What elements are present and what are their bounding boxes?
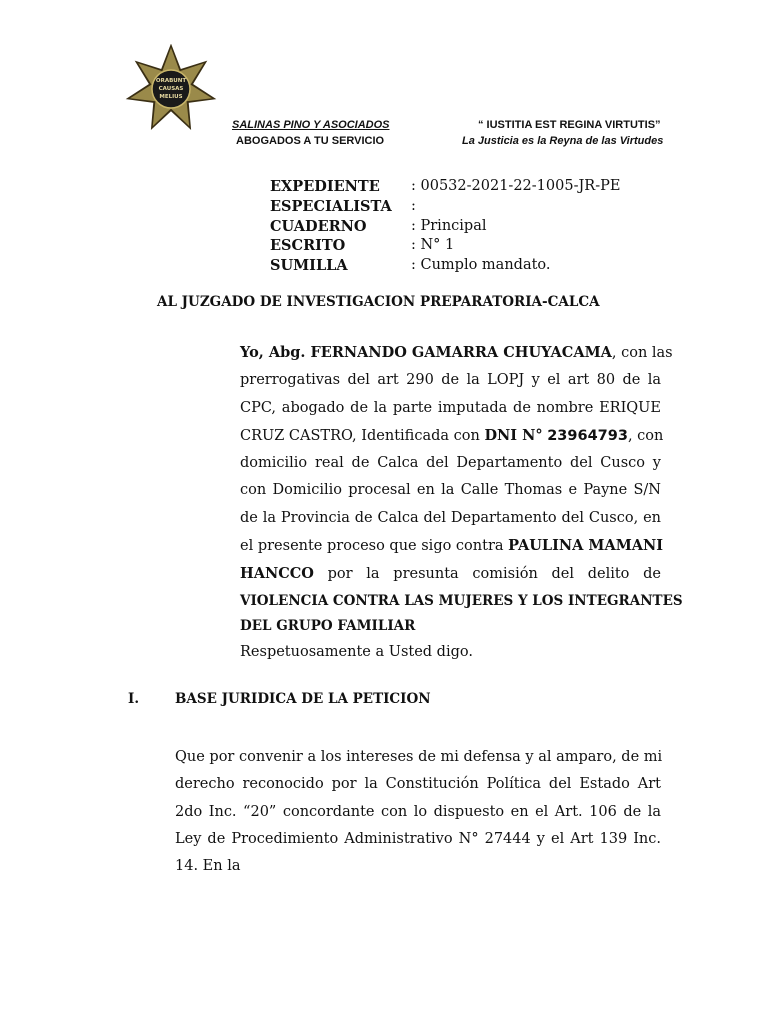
sumilla-value: : Cumplo mandato.	[411, 257, 551, 274]
especialista-value: :	[411, 197, 416, 214]
intro-line	[240, 339, 673, 367]
firm-motto	[462, 117, 663, 149]
lawyer-name: Yo, Abg. FERNANDO GAMARRA CHUYACAMA	[240, 344, 612, 361]
motto-latin: “ IUSTITIA EST REGINA VIRTUTIS”	[478, 119, 661, 131]
section-title: BASE JURIDICA DE LA PETICION	[175, 691, 431, 707]
cuaderno-row	[270, 217, 620, 237]
intro-paragraph	[240, 339, 683, 666]
especialista-label: ESPECIALISTA	[270, 197, 392, 215]
legal-basis-paragraph	[175, 744, 661, 880]
cuaderno-value: : Principal	[411, 217, 487, 234]
expediente-row	[270, 177, 620, 197]
motto-spanish: La Justicia es la Reyna de las Virtudes	[462, 135, 664, 147]
intro-line: con Domicilio procesal en la Calle Thomas e Payne S/N	[240, 482, 661, 499]
court-addressee: AL JUZGADO DE INVESTIGACION PREPARATORIA-CALCA	[157, 294, 600, 310]
intro-text: el presente proceso que sigo contra	[240, 538, 509, 555]
intro-line: prerrogativas del art 290 de la LOPJ y el art 80 de la	[240, 372, 661, 389]
sumilla-label: SUMILLA	[270, 257, 348, 275]
intro-closing: Respetuosamente a Usted digo.	[240, 643, 473, 660]
sumilla-row	[270, 256, 620, 276]
expediente-label: EXPEDIENTE	[270, 178, 380, 195]
escrito-label: ESCRITO	[270, 237, 346, 255]
crime-title: VIOLENCIA CONTRA LAS MUJERES Y LOS INTEGRANTES	[240, 592, 683, 609]
seal-text: ORABUNT	[155, 78, 187, 84]
especialista-row	[270, 197, 620, 217]
intro-line: CPC, abogado de la parte imputada de nombre ERIQUE	[240, 399, 661, 416]
firm-logo-seal	[110, 44, 232, 134]
cuaderno-label: CUADERNO	[270, 217, 367, 235]
body-line: derecho reconocido por la Constitución Política del Estado Art	[175, 776, 661, 793]
firm-name: SALINAS PINO Y ASOCIADOS	[232, 119, 390, 131]
intro-text: , con	[627, 427, 664, 444]
firm-service: ABOGADOS A TU SERVICIO	[236, 135, 385, 147]
defendant-name: HANCCO	[240, 565, 314, 583]
escrito-value: : N° 1	[411, 237, 455, 254]
dni-label: DNI N°	[484, 426, 543, 444]
intro-line	[240, 560, 661, 588]
intro-text: , con las	[611, 345, 673, 361]
intro-line: de la Provincia de Calca del Departamento del Cusco, en	[240, 509, 661, 526]
intro-line: domicilio real de Calca del Departamento del Cusco y	[240, 455, 661, 472]
firm-info	[232, 117, 390, 149]
body-line: Ley de Procedimiento Administrativo N° 27444 y el Art 139 Inc.	[175, 830, 661, 847]
intro-line	[240, 532, 664, 560]
star-seal-icon	[110, 44, 232, 134]
intro-text: por la presunta comisión del delito de	[313, 566, 661, 583]
dni-number: 23964793	[547, 427, 628, 444]
body-line: 14. En la	[175, 858, 241, 875]
expediente-value: : 00532-2021-22-1005-JR-PE	[411, 178, 621, 194]
body-line: Que por convenir a los intereses de mi defensa y al amparo, de mi	[175, 749, 663, 765]
body-line: 2do Inc. “20” concordante con lo dispuesto en el Art. 106 de la	[175, 803, 661, 820]
crime-title: DEL GRUPO FAMILIAR	[240, 617, 416, 634]
intro-text: CRUZ CASTRO, Identificada con	[240, 427, 485, 444]
section-number: I.	[128, 691, 140, 707]
section-heading	[128, 691, 431, 707]
case-metadata	[270, 177, 620, 276]
escrito-row	[270, 236, 620, 256]
defendant-name: PAULINA MAMANI	[508, 537, 664, 555]
seal-text: CAUSAS	[158, 86, 184, 92]
intro-line	[240, 422, 664, 450]
seal-text: MELIUS	[159, 94, 183, 100]
